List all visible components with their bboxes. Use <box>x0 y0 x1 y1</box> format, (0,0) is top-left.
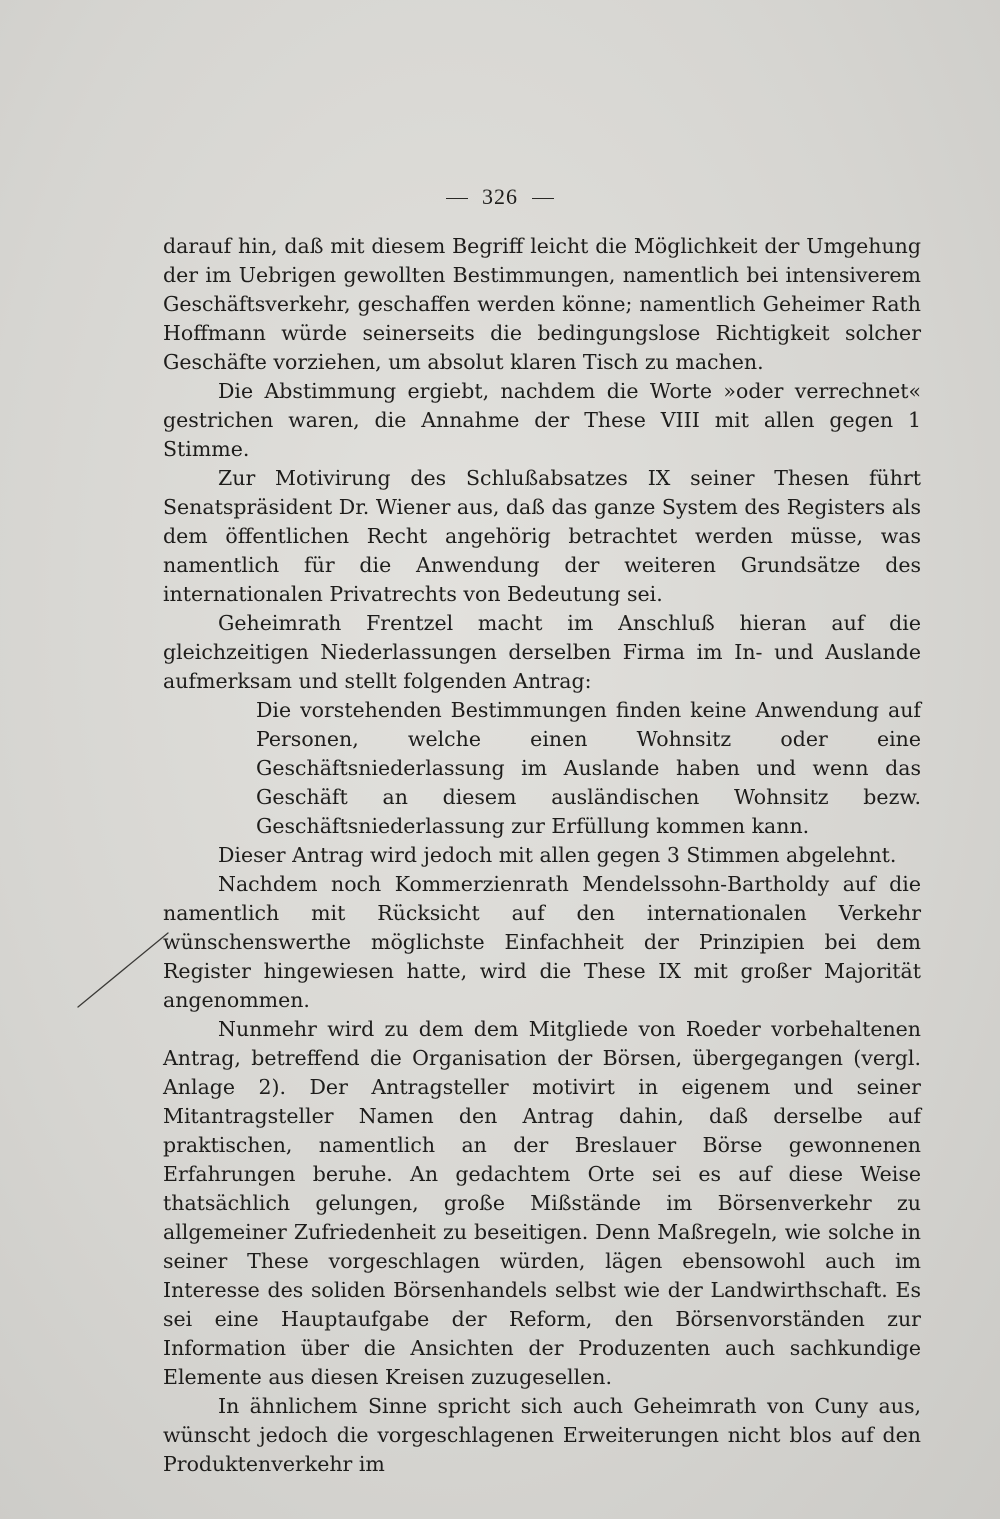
paragraph: Dieser Antrag wird jedoch mit allen gegen 3 Stimmen abgelehnt. <box>218 843 897 867</box>
paragraph: Nachdem noch Kommerzienrath Mendelssohn-Bartholdy auf die namentlich mit Rücksicht auf den internationalen Verkehr wünschenswerthe möglichste Einfachheit der Prinzipien bei dem Register hingewiesen hatte, wird die These IX mit großer Majorität angenommen. <box>163 872 921 1012</box>
page-number-text: 326 <box>482 184 518 209</box>
folio-dash-right <box>532 198 554 199</box>
paragraph: Die Abstimmung ergiebt, nachdem die Worte »oder verrechnet« gestrichen waren, die Annahme der These VIII mit allen gegen 1 Stimme. <box>163 379 921 461</box>
paragraph: darauf hin, daß mit diesem Begriff leicht die Möglichkeit der Umgehung der im Uebrigen gewollten Bestimmungen, namentlich bei intensiverem Geschäftsverkehr, geschaffen werden könne; namentlich Geheimer Rath Hoffmann würde seinerseits die bedingungslose Richtigkeit solcher Geschäfte vorziehen, um absolut klaren Tisch zu machen. <box>163 234 921 374</box>
folio-dash-left <box>446 198 468 199</box>
body-text <box>163 232 921 1479</box>
paragraph: Zur Motivirung des Schlußabsatzes IX seiner Thesen führt Senatspräsident Dr. Wiener aus, daß das ganze System des Registers als dem öffentlichen Recht angehörig betrachtet werden müsse, was namentlich für die Anwendung der weiteren Grundsätze des internationalen Privatrechts von Bedeutung sei. <box>163 466 921 606</box>
page-number <box>0 184 1000 210</box>
quoted-motion: Die vorstehenden Bestimmungen finden keine Anwendung auf Personen, welche einen Wohnsitz oder eine Geschäftsniederlassung im Auslande haben und wenn das Geschäft an diesem ausländischen Wohnsitz bezw. Geschäftsniederlassung zur Erfüllung kommen kann. <box>256 698 921 838</box>
paragraph: Geheimrath Frentzel macht im Anschluß hieran auf die gleichzeitigen Niederlassungen derselben Firma im In- und Auslande aufmerksam und stellt folgenden Antrag: <box>163 611 921 693</box>
margin-pencil-stroke <box>70 925 190 1015</box>
paragraph: In ähnlichem Sinne spricht sich auch Geheimrath von Cuny aus, wünscht jedoch die vorgeschlagenen Erweiterungen nicht blos auf den Produktenverkehr im <box>163 1394 921 1476</box>
paragraph: Nunmehr wird zu dem dem Mitgliede von Roeder vorbehaltenen Antrag, betreffend die Organisation der Börsen, übergegangen (vergl. Anlage 2). Der Antragsteller motivirt in eigenem und seiner Mitantragsteller Namen den Antrag dahin, daß derselbe auf praktischen, namentlich an der Breslauer Börse gewonnenen Erfahrungen beruhe. An gedachtem Orte sei es auf diese Weise thatsächlich gelungen, große Mißstände im Börsenverkehr zu allgemeiner Zufriedenheit zu beseitigen. Denn Maßregeln, wie solche in seiner These vorgeschlagen würden, lägen ebensowohl auch im Interesse des soliden Börsenhandels selbst wie der Landwirthschaft. Es sei eine Hauptaufgabe der Reform, den Börsenvorständen zur Information über die Ansichten der Produzenten auch sachkundige Elemente aus diesen Kreisen zuzugesellen. <box>163 1017 921 1389</box>
